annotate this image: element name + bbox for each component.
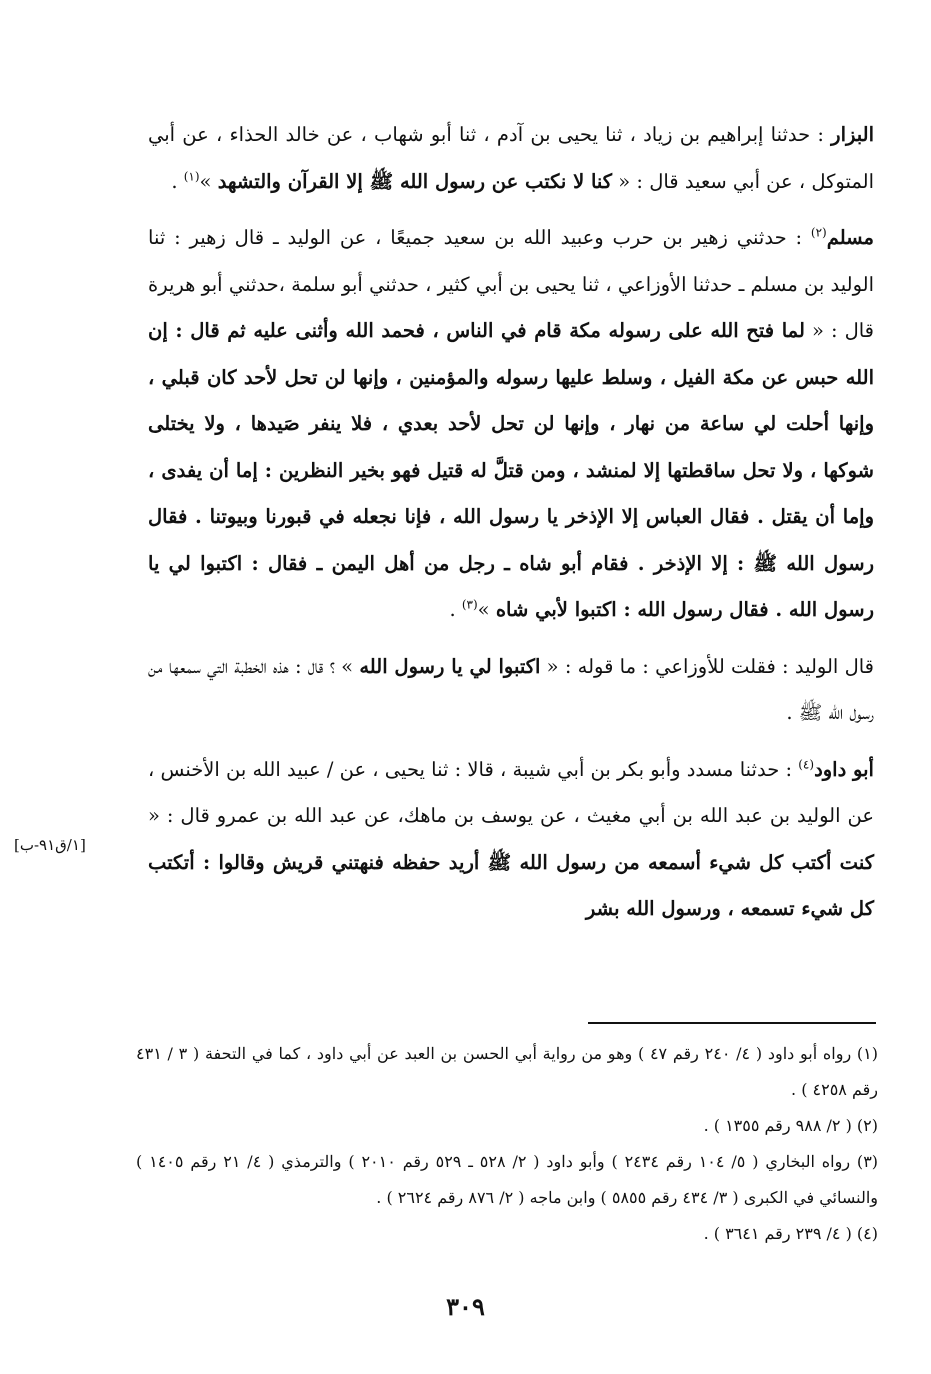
manuscript-folio-note: [١/ق٩١-ب] [14,836,86,854]
footnote-marker[interactable]: (٤) [798,757,815,771]
footnote-1: (١) رواه أبو داود ( ٤/ ٢٤٠ رقم ٤٧ ) وهو من رواية أبي الحسن بن العبد عن أبي داود ، كما في التحفة ( ٣ / ٤٣١ رقم ٤٢٥٨ ) . [136,1044,879,1099]
footnotes [136,1036,878,1252]
quote-close: » [199,169,218,193]
footnote-3: (٣) رواه البخاري ( ٥/ ١٠٤ رقم ٢٤٣٤ ) وأبو داود ( ٢/ ٥٢٨ ـ ٥٢٩ رقم ٢٠١٠ ) والترمذي ( ٤/ ٢١ رقم ١٤٠٥ ) والنسائي في الكبرى ( ٣/ ٤٣٤ رقم ٥٨٥٥ ) وابن ماجه ( ٢/ ٨٧٦ رقم ٢٦٢٤ ) . [136,1152,879,1207]
isnad-text: : حدثني زهير بن حرب وعبيد الله بن سعيد جميعًا ، عن الوليد ـ قال زهير : ثنا الوليد بن مسلم ـ حدثنا الأوزاعي ، ثنا يحيى بن أبي كثير ، حدثني أبو سلمة ،حدثني أبو هريرة قال : « [148,226,874,342]
hadith-quote: كنا لا نكتب عن رسول الله ﷺ إلا القرآن والتشهد [217,169,613,193]
hadith-quote: لما فتح الله على رسوله مكة قام في الناس ، فحمد الله وأثنى عليه ثم قال : إن الله حبس عن مكة الفيل ، وسلط عليها رسوله والمؤمنين ، وإنها لن تحل لأحد كان قبلي ، وإنها أحلت لي ساعة من نهار ، وإنها لن تحل لأحد بعدي ، فلا ينفر صَيدها ، ولا يختلى شوكها ، ولا تحل ساقطتها إلا لمنشد ، ومن قتلَّ له قتيل فهو بخير النظرين : إما أن يفدى ، وإما أن يقتل . فقال العباس إلا الإذخر يا رسول الله ، فإنا نجعله في قبورنا وبيوتنا . فقال رسول الله ﷺ : إلا الإذخر . فقام أبو شاه ـ رجل من أهل اليمن ـ فقال : اكتبوا لي يا رسول الله . فقال رسول الله : اكتبوا لأبي شاه [148,319,874,621]
isnad-text: : حدثنا إبراهيم بن زياد ، ثنا يحيى بن آدم ، ثنا أبو شهاب ، عن خالد الحذاء ، عن أبي المتوكل ، عن أبي سعيد قال : « [148,123,874,193]
paragraph-text: قال الوليد : فقلت للأوزاعي : ما قوله : « [540,654,875,678]
page-number: ٣٠٩ [446,1292,485,1321]
paragraph-bazzar [148,112,874,205]
speaker-name: مسلم [826,226,874,249]
isnad-text: : حدثنا مسدد وأبو بكر بن أبي شيبة ، قالا : ثنا يحيى ، عن / عبيد الله بن الأخنس ، عن الوليد بن عبد الله بن أبي مغيث ، عن يوسف بن ماهك، عن عبد الله بن عمرو قال : « [148,757,874,827]
paragraph-muslim [148,215,874,634]
quote-close: » [477,598,496,621]
speaker-name: أبو داود [814,757,874,781]
paragraph-abu-dawud [148,747,874,933]
paragraph-end: . [171,169,184,193]
speaker-name: البزار [831,123,874,146]
hadith-quote: كنت أكتب كل شيء أسمعه من رسول الله ﷺ أريد حفظه فنهتني قريش وقالوا : أتكتب كل شيء تسمعه ، ورسول الله بشر [148,850,874,920]
footnote-marker[interactable]: (١) [183,169,200,183]
footnote-2: (٢) ( ٢/ ٩٨٨ رقم ١٣٥٥ ) . [703,1116,878,1135]
footnote-marker[interactable]: (٢) [810,225,827,240]
footnote-separator [588,1022,876,1024]
paragraph-tail: » ؟ قال : هذه الخطبة التي سمعها من رسول الله ﷺ . [148,654,874,724]
footnote-4: (٤) ( ٤/ ٢٣٩ رقم ٣٦٤١ ) . [703,1224,878,1243]
main-text [148,112,874,943]
hadith-quote: اكتبوا لي يا رسول الله [359,654,541,678]
paragraph-end: . [449,598,462,621]
footnote-marker[interactable]: (٣) [461,597,478,612]
paragraph-walid [148,644,874,737]
